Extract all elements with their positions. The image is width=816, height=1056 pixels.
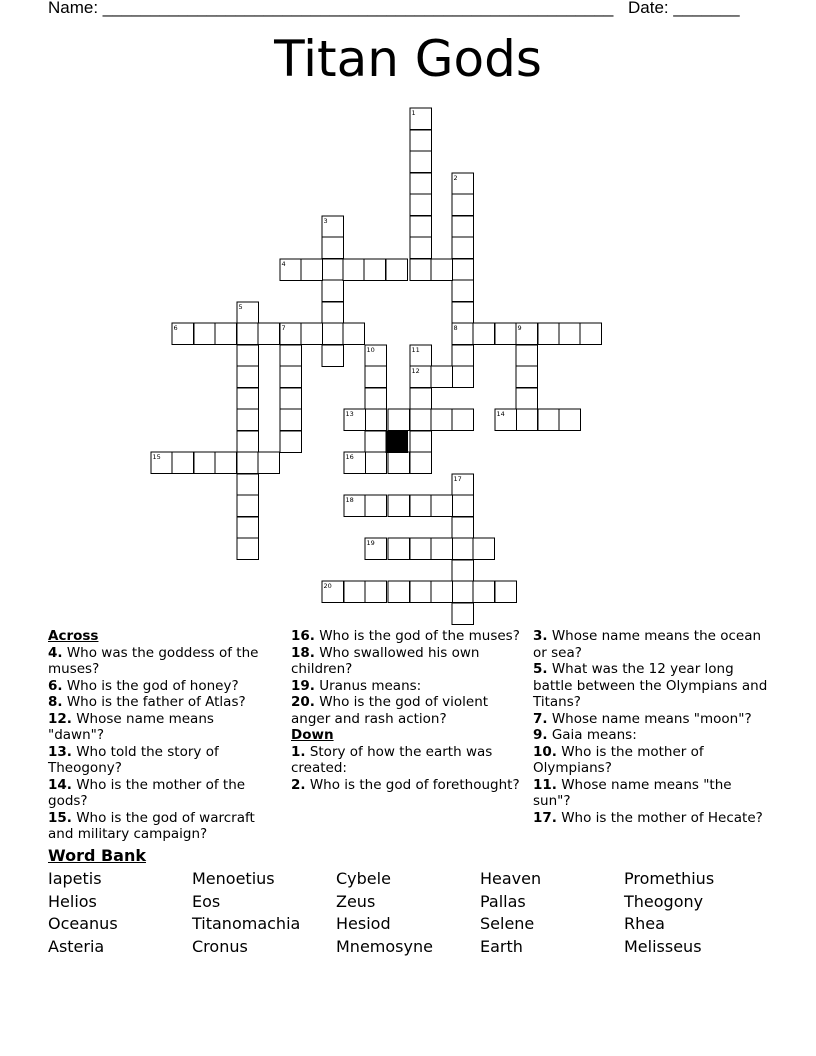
clues-column-3: [533, 628, 773, 826]
grid-cell[interactable]: [237, 474, 259, 496]
down-clue: 11. Whose name means "the sun"?: [533, 776, 732, 809]
clue-number: 11: [411, 346, 420, 354]
grid-cell[interactable]: [538, 323, 560, 345]
clues-column-1: [48, 628, 273, 843]
grid-cell[interactable]: [388, 409, 410, 431]
grid-cell[interactable]: [365, 366, 387, 388]
across-clue: 13. Who told the story of Theogony?: [48, 743, 219, 776]
grid-cell[interactable]: [410, 431, 432, 453]
grid-cell[interactable]: [452, 173, 474, 195]
grid-cell[interactable]: [365, 495, 387, 517]
grid-cell[interactable]: [365, 409, 387, 431]
across-clue: 14. Who is the mother of the gods?: [48, 776, 246, 809]
clue-number: 5: [238, 303, 243, 311]
grid-cell[interactable]: [495, 323, 517, 345]
grid-cell[interactable]: [410, 495, 432, 517]
clue-number: 15: [152, 453, 161, 461]
down-clue: 7. Whose name means "moon"?: [533, 710, 752, 727]
down-clue: 1. Story of how the earth was created:: [291, 743, 493, 776]
grid-cell[interactable]: [452, 366, 474, 388]
clue-number: 18: [345, 496, 354, 504]
grid-cell[interactable]: [151, 452, 173, 474]
black-cell: [386, 431, 408, 453]
grid-cell[interactable]: [365, 431, 387, 453]
grid-cell[interactable]: [410, 452, 432, 474]
clue-number: 8: [453, 324, 458, 332]
down-heading: Down: [291, 727, 334, 743]
word-bank-title: Word Bank: [48, 846, 147, 865]
grid-cell[interactable]: [452, 302, 474, 324]
grid-cell[interactable]: [237, 517, 259, 539]
down-clue: 17. Who is the mother of Hecate?: [533, 809, 763, 826]
grid-cell[interactable]: [516, 345, 538, 367]
grid-cell[interactable]: [388, 581, 410, 603]
grid-cell[interactable]: [301, 259, 323, 281]
word-bank-item: Cybele: [336, 869, 391, 888]
grid-cell[interactable]: [258, 323, 280, 345]
grid-cell[interactable]: [431, 538, 453, 560]
grid-cell[interactable]: [410, 345, 432, 367]
grid-cell[interactable]: [452, 581, 474, 603]
across-clue: 19. Uranus means:: [291, 677, 422, 694]
across-clue: 18. Who swallowed his own children?: [291, 644, 480, 677]
word-bank-item: Rhea: [624, 914, 665, 934]
down-clue: 3. Whose name means the ocean or sea?: [533, 628, 762, 661]
date-line[interactable]: Date: _______: [628, 0, 740, 17]
grid-cell[interactable]: [365, 538, 387, 560]
grid-cell[interactable]: [344, 495, 366, 517]
grid-cell[interactable]: [280, 259, 302, 281]
across-clue: 20. Who is the god of violent anger and rash action?: [291, 694, 489, 727]
clue-number: 19: [366, 539, 375, 547]
grid-cell[interactable]: [559, 323, 581, 345]
grid-cell[interactable]: [322, 237, 344, 259]
grid-cell[interactable]: [301, 323, 323, 345]
grid-cell[interactable]: [344, 581, 366, 603]
grid-cell[interactable]: [172, 452, 194, 474]
grid-cell[interactable]: [538, 409, 560, 431]
grid-cell[interactable]: [194, 323, 216, 345]
grid-cell[interactable]: [343, 323, 365, 345]
across-clue: 6. Who is the god of honey?: [48, 677, 239, 694]
word-bank-item: Heaven: [480, 869, 542, 888]
word-bank-item: Oceanus: [48, 914, 118, 934]
word-bank-item: Selene: [480, 914, 535, 934]
grid-cell[interactable]: [452, 323, 474, 345]
word-bank-item: Asteria: [48, 936, 105, 956]
grid-cell[interactable]: [388, 495, 410, 517]
grid-cell[interactable]: [365, 345, 387, 367]
grid-cell[interactable]: [473, 323, 495, 345]
grid-cell[interactable]: [388, 538, 410, 560]
grid-cell[interactable]: [322, 581, 344, 603]
page-title: Titan Gods: [274, 30, 542, 88]
grid-cell[interactable]: [344, 452, 366, 474]
grid-cell[interactable]: [194, 452, 216, 474]
word-bank-item: Helios: [48, 891, 97, 911]
grid-cell[interactable]: [364, 259, 386, 281]
grid-cell[interactable]: [410, 581, 432, 603]
grid-cell[interactable]: [410, 216, 432, 238]
grid-cell[interactable]: [516, 388, 538, 410]
word-bank-item: Eos: [192, 891, 221, 911]
grid-cell[interactable]: [516, 409, 538, 431]
clue-number: 14: [496, 410, 505, 418]
word-bank-item: Zeus: [336, 891, 376, 911]
across-clue: 16. Who is the god of the muses?: [291, 628, 520, 644]
grid-cell[interactable]: [516, 323, 538, 345]
word-bank-item: Pallas: [480, 891, 526, 911]
name-line[interactable]: Name: ______________________________________________________: [48, 0, 614, 17]
word-bank-item: Hesiod: [336, 914, 391, 934]
word-bank-item: Titanomachia: [192, 914, 301, 934]
grid-cell[interactable]: [237, 388, 259, 410]
grid-cell[interactable]: [322, 345, 344, 367]
grid-cell[interactable]: [431, 581, 453, 603]
down-clue: 2. Who is the god of forethought?: [291, 776, 520, 793]
word-bank-item: Promethius: [624, 869, 715, 888]
grid-cell[interactable]: [280, 345, 302, 367]
grid-cell[interactable]: [516, 366, 538, 388]
grid-cell[interactable]: [452, 237, 474, 259]
clue-number: 2: [453, 174, 458, 182]
grid-cell[interactable]: [452, 560, 474, 582]
grid-cell[interactable]: [258, 452, 280, 474]
grid-cell[interactable]: [452, 495, 474, 517]
grid-cell[interactable]: [559, 409, 581, 431]
grid-cell[interactable]: [431, 495, 453, 517]
grid-cell[interactable]: [215, 323, 237, 345]
grid-cell[interactable]: [237, 409, 259, 431]
word-bank-item: Earth: [480, 936, 523, 956]
grid-cell[interactable]: [495, 409, 517, 431]
across-clue: 4. Who was the goddess of the muses?: [48, 644, 259, 677]
grid-cell[interactable]: [452, 216, 474, 238]
down-clue: 9. Gaia means:: [533, 727, 637, 743]
grid-cell[interactable]: [215, 452, 237, 474]
grid-cell[interactable]: [452, 194, 474, 216]
grid-cell[interactable]: [280, 388, 302, 410]
grid-cell[interactable]: [365, 581, 387, 603]
across-clue: 15. Who is the god of warcraft and military campaign?: [48, 809, 255, 842]
grid-cell[interactable]: [410, 194, 432, 216]
across-clue: 8. Who is the father of Atlas?: [48, 694, 246, 710]
grid-cell[interactable]: [452, 603, 474, 625]
grid-cell[interactable]: [410, 366, 432, 388]
grid-cell[interactable]: [172, 323, 194, 345]
clue-number: 10: [366, 346, 375, 354]
grid-cell[interactable]: [452, 538, 474, 560]
clue-number: 3: [323, 217, 328, 225]
grid-cell[interactable]: [410, 409, 432, 431]
grid-cell[interactable]: [452, 474, 474, 496]
grid-cell[interactable]: [452, 409, 474, 431]
grid-cell[interactable]: [365, 388, 387, 410]
grid-cell[interactable]: [410, 151, 432, 173]
grid-cell[interactable]: [410, 130, 432, 152]
grid-cell[interactable]: [322, 259, 344, 281]
grid-cell[interactable]: [431, 409, 453, 431]
clues-column-2: [291, 628, 526, 793]
grid-cell[interactable]: [410, 388, 432, 410]
grid-cell[interactable]: [280, 431, 302, 453]
grid-cell[interactable]: [280, 366, 302, 388]
grid-cell[interactable]: [473, 538, 495, 560]
grid-cell[interactable]: [452, 517, 474, 539]
grid-cell[interactable]: [237, 302, 259, 324]
grid-cell[interactable]: [280, 409, 302, 431]
grid-cell[interactable]: [495, 581, 517, 603]
grid-cell[interactable]: [386, 259, 408, 281]
grid-cell[interactable]: [237, 366, 259, 388]
grid-cell[interactable]: [580, 323, 602, 345]
grid-cell[interactable]: [452, 345, 474, 367]
grid-cell[interactable]: [237, 345, 259, 367]
grid-cell[interactable]: [237, 495, 259, 517]
grid-cell[interactable]: [410, 108, 432, 130]
clue-number: 6: [173, 324, 178, 332]
down-clue: 5. What was the 12 year long battle between the Olympians and Titans?: [533, 661, 768, 710]
grid-cell[interactable]: [237, 323, 259, 345]
word-bank: [48, 868, 768, 958]
grid-cell[interactable]: [280, 323, 302, 345]
grid-cell[interactable]: [388, 452, 410, 474]
grid-cell[interactable]: [410, 538, 432, 560]
grid-cell[interactable]: [344, 409, 366, 431]
grid-cell[interactable]: [237, 538, 259, 560]
down-clue: 10. Who is the mother of Olympians?: [533, 743, 704, 776]
grid-cell[interactable]: [322, 302, 344, 324]
grid-cell[interactable]: [431, 366, 453, 388]
clue-number: 9: [517, 324, 522, 332]
grid-cell[interactable]: [322, 323, 344, 345]
across-heading: Across: [48, 628, 99, 644]
clue-number: 12: [411, 367, 420, 375]
word-bank-item: Mnemosyne: [336, 936, 433, 956]
grid-cell[interactable]: [237, 431, 259, 453]
grid-cell[interactable]: [410, 173, 432, 195]
grid-cell[interactable]: [237, 452, 259, 474]
clue-number: 17: [453, 475, 462, 483]
grid-cell[interactable]: [410, 237, 432, 259]
clue-number: 16: [345, 453, 354, 461]
clue-number: 4: [281, 260, 286, 268]
word-bank-item: Theogony: [624, 891, 704, 911]
clue-number: 1: [411, 109, 416, 117]
grid-cell[interactable]: [431, 259, 453, 281]
grid-cell[interactable]: [452, 280, 474, 302]
word-bank-item: Menoetius: [192, 869, 275, 888]
grid-cell[interactable]: [343, 259, 365, 281]
grid-cell[interactable]: [365, 452, 387, 474]
grid-cell[interactable]: [410, 259, 432, 281]
grid-cell[interactable]: [473, 581, 495, 603]
clue-number: 13: [345, 410, 354, 418]
word-bank-item: Iapetis: [48, 869, 102, 888]
word-bank-item: Melisseus: [624, 936, 702, 956]
clue-number: 7: [281, 324, 286, 332]
grid-cell[interactable]: [452, 259, 474, 281]
grid-cell[interactable]: [322, 216, 344, 238]
word-bank-item: Cronus: [192, 936, 248, 956]
across-clue: 12. Whose name means "dawn"?: [48, 710, 214, 743]
clue-number: 20: [323, 582, 332, 590]
grid-cell[interactable]: [322, 280, 344, 302]
